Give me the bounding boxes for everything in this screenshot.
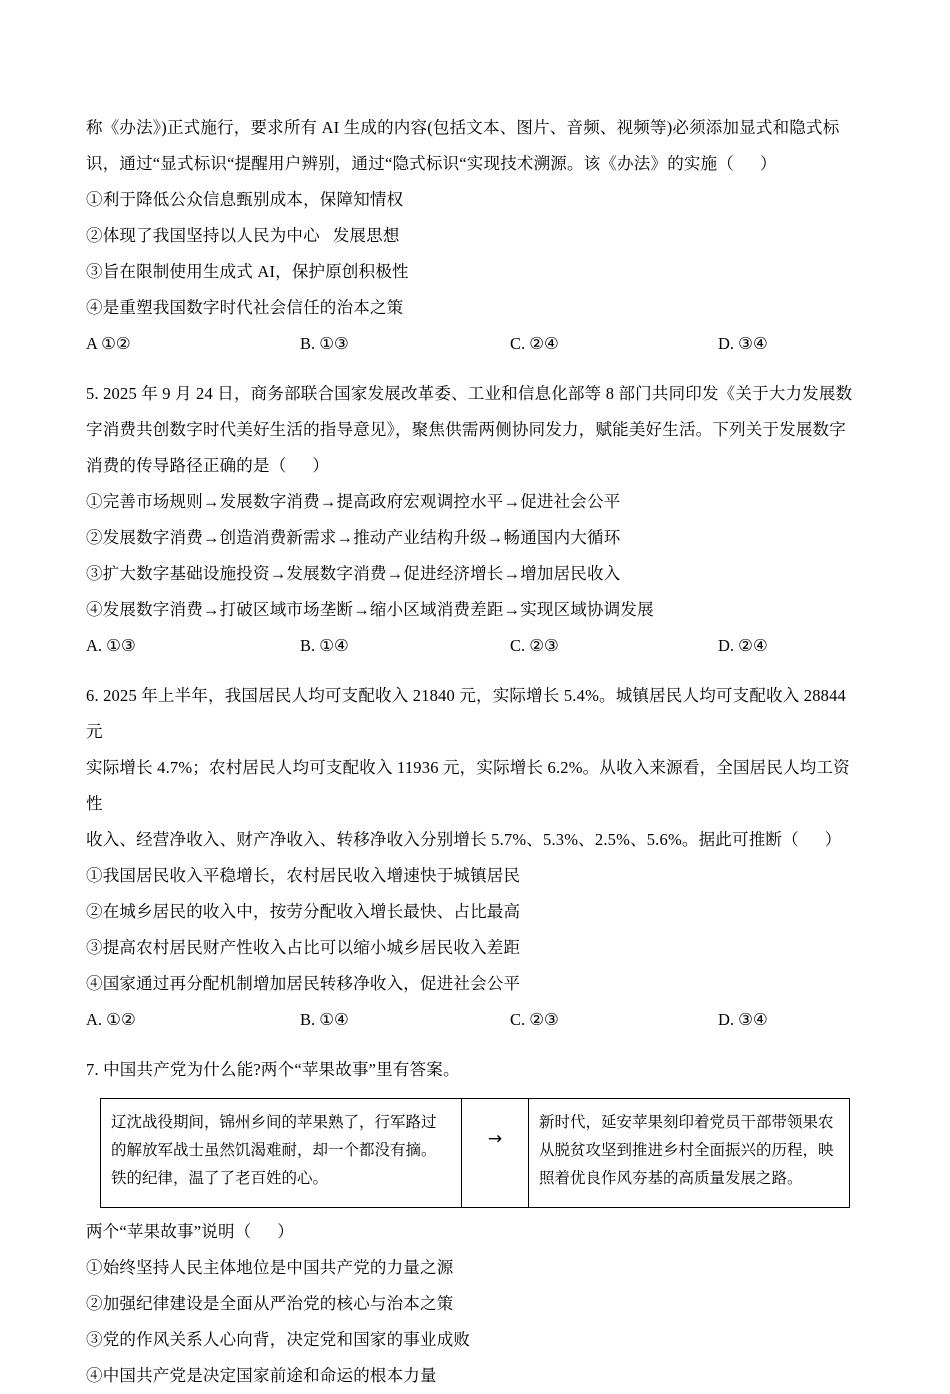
- story-cell-historic: 辽沈战役期间，锦州乡间的苹果熟了，行军路过的解放军战士虽然饥渴难耐，却一个都没有摘。铁的纪律，温了了老百姓的心。: [101, 1099, 462, 1208]
- spacer-after-q4: [86, 362, 864, 370]
- q5-options-row: [86, 628, 864, 664]
- q4-options-row: [86, 326, 864, 362]
- q7-stem: 7. 中国共产党为什么能?两个“苹果故事”里有答案。: [86, 1060, 460, 1079]
- q6-stem-line-2: 实际增长 4.7%；农村居民人均可支配收入 11936 元，实际增长 6.2%。从收入来源看，全国居民人均工资性: [86, 758, 850, 813]
- q6-option-d[interactable]: D. ③④: [718, 1010, 768, 1029]
- q4-item-3: ③旨在限制使用生成式 AI，保护原创积极性: [86, 262, 409, 281]
- q5-option-c[interactable]: C. ②③: [510, 636, 559, 655]
- question-6: [86, 678, 864, 1038]
- q4-item-4: ④是重塑我国数字时代社会信任的治本之策: [86, 298, 404, 317]
- q6-stem-line-1: 6. 2025 年上半年，我国居民人均可支配收入 21840 元，实际增长 5.4%。城镇居民人均可支配收入 28844 元: [86, 686, 851, 741]
- q4-stem-line-1: 称《办法》)正式施行，要求所有 AI 生成的内容(包括文本、图片、音频、视频等)必须添加显式和隐式标: [86, 118, 840, 137]
- q5-option-a[interactable]: A. ①③: [86, 636, 136, 655]
- q6-item-2: ②在城乡居民的收入中，按劳分配收入增长最快、占比最高: [86, 902, 521, 921]
- question-4-continuation: [86, 110, 864, 362]
- q5-item-3: ③扩大数字基础设施投资→发展数字消费→促进经济增长→增加居民收入: [86, 564, 621, 583]
- apple-stories-table: [100, 1098, 850, 1208]
- q7-item-3: ③党的作风关系人心向背，决定党和国家的事业成败: [86, 1330, 471, 1349]
- q5-option-b[interactable]: B. ①④: [300, 636, 349, 655]
- question-5: [86, 376, 864, 664]
- q6-item-4: ④国家通过再分配机制增加居民转移净收入，促进社会公平: [86, 974, 521, 993]
- table-row: [101, 1099, 850, 1208]
- spacer-after-q6: [86, 1038, 864, 1046]
- q7-item-2: ②加强纪律建设是全面从严治党的核心与治本之策: [86, 1294, 454, 1313]
- q4-item-1: ①利于降低公众信息甄别成本，保障知情权: [86, 190, 404, 209]
- q4-item-2: ②体现了我国坚持以人民为中心 发展思想: [86, 226, 400, 245]
- q4-option-b[interactable]: B. ①③: [300, 334, 349, 353]
- q4-option-d[interactable]: D. ③④: [718, 334, 768, 353]
- q6-option-c[interactable]: C. ②③: [510, 1010, 559, 1029]
- q7-item-4: ④中国共产党是决定国家前途和命运的根本力量: [86, 1366, 437, 1385]
- q5-stem-line-2: 字消费共创数字时代美好生活的指导意见》，聚焦供需两侧协同发力，赋能美好生活。下列关于发展数字: [86, 420, 846, 439]
- q4-stem-line-2: 识，通过“显式标识“提醒用户辨别，通过“隐式标识“实现技术溯源。该《办法》的实施（ ）: [86, 154, 777, 173]
- q4-option-a[interactable]: A ①②: [86, 334, 131, 353]
- q5-item-2: ②发展数字消费→创造消费新需求→推动产业结构升级→畅通国内大循环: [86, 528, 621, 547]
- arrow-glyph: →: [487, 1129, 503, 1149]
- q5-stem-line-1: 5. 2025 年 9 月 24 日，商务部联合国家发展改革委、工业和信息化部等 8 部门共同印发《关于大力发展数: [86, 384, 853, 403]
- q5-stem-line-3: 消费的传导路径正确的是（ ）: [86, 456, 330, 475]
- story-cell-modern: 新时代，延安苹果刻印着党员干部带领果农从脱贫攻坚到推进乡村全面振兴的历程，映照着优良作风夯基的高质量发展之路。: [529, 1099, 850, 1208]
- q7-prompt: 两个“苹果故事”说明（ ）: [86, 1222, 294, 1241]
- q6-stem-line-3: 收入、经营净收入、财产净收入、转移净收入分别增长 5.7%、5.3%、2.5%、5.6%。据此可推断（ ）: [86, 830, 842, 849]
- q5-item-1: ①完善市场规则→发展数字消费→提高政府宏观调控水平→促进社会公平: [86, 492, 621, 511]
- q6-option-b[interactable]: B. ①④: [300, 1010, 349, 1029]
- q6-item-3: ③提高农村居民财产性收入占比可以缩小城乡居民收入差距: [86, 938, 521, 957]
- spacer-after-q5: [86, 664, 864, 672]
- q6-option-a[interactable]: A. ①②: [86, 1010, 136, 1029]
- apple-stories-figure: [86, 1098, 864, 1208]
- q6-item-1: ①我国居民收入平稳增长，农村居民收入增速快于城镇居民: [86, 866, 521, 885]
- q7-item-1: ①始终坚持人民主体地位是中国共产党的力量之源: [86, 1258, 454, 1277]
- q6-options-row: [86, 1002, 864, 1038]
- q4-option-c[interactable]: C. ②④: [510, 334, 559, 353]
- q5-option-d[interactable]: D. ②④: [718, 636, 768, 655]
- q5-item-4: ④发展数字消费→打破区域市场垄断→缩小区域消费差距→实现区域协调发展: [86, 600, 654, 619]
- question-7: [86, 1052, 864, 1394]
- arrow-right-icon: [462, 1099, 529, 1208]
